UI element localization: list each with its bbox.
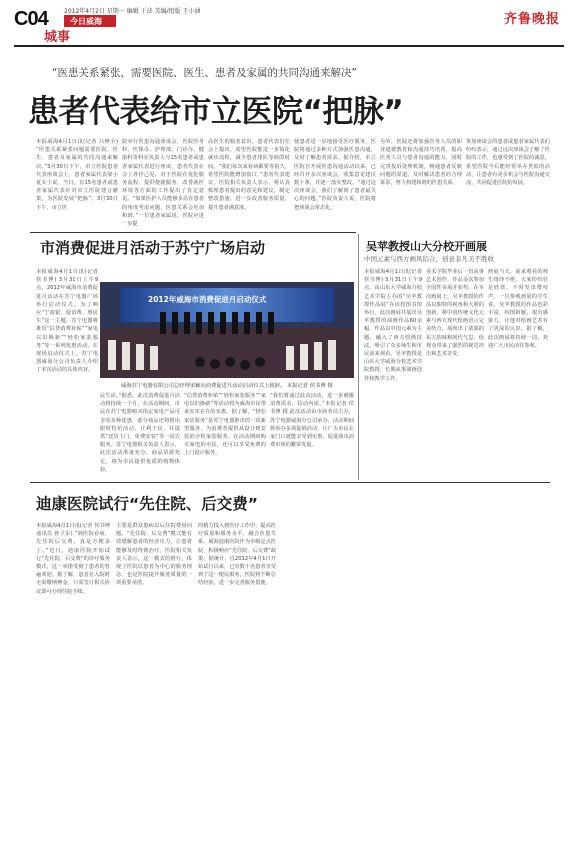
lead-col-2: 院举行医患沟通座谈会，医院医务科、医保办、护理部、门诊办、健康科等科室负责人与15名患者或患者家属代表进行座谈。患者代表在会上各抒己见，对于医院在优化服务流程、提供便捷服务、改善就医环境等方面的工作提出了肯定意见。“如果医护人员能够多站在患者的角度考虑问题，医患关系会更加和谐。”一位患者家属说，医院应进一步提 [122,139,204,228]
page-code: C04 [14,8,48,30]
lead-title: 患者代表给市立医院“把脉” [28,94,404,130]
story3-title: 吴苹教授山大分校开画展 [366,240,487,253]
story4-title: 迪康医院试行“先住院、后交费” [36,495,258,513]
story-rule-top [30,232,356,233]
story4-col-3: 的精力投入到医疗工作中，提高医疗质量和服务水平，融合医患关系。威海迪康医院作为市级定点医院，积极响应“先住院、后交费”政策，据统计，自2012年4月1日开始试行以来，已有数十名患者享受到了这一便民服务，医院将不断总结经验，进一步完善服务措施。 [198,523,276,587]
story-rule-bottom [30,482,550,483]
newspaper-logo: 齐鲁晚报 [503,12,560,27]
section-tab-label: 今日威海 [70,17,102,26]
story2-title: 市消费促进月活动于苏宁广场启动 [40,239,266,257]
story2-col-3: “信贷消费补贴”“轻松家装服务”“家电以旧换新”等活动将为威海市民带来实实在在的实惠。据了解，“轻松家装服务”是苏宁电器推出的一项新型服务，为消费者提供从设计到安装的全程家装服务，在活动期间购买家电的市民，还可以享受免费的上门设计服务。 [184,393,266,457]
photo-banner: 2012年威海市消费促进月启动仪式 [148,295,267,304]
section-tab[interactable] [64,15,116,27]
story3-col-3: 画展当天，前来观看的师生络绎不绝，大家纷纷驻足欣赏，不时发出赞叹声。一位参观画展的学生说，吴苹教授的作品色彩丰富，构图新颖，很有感染力，让他对绘画艺术有了更深的认识。据了解，此次画展将持续一周，欢迎广大市民前往参观。 [488,269,548,349]
photo-caption: 威海苏宁电器有限公司总经理宋颖向消费促进月活动启动仪式上致辞。 本报记者 侯书博 摄 [121,383,333,389]
story2-col-2: 民生活。”据悉，此次消费促进月活动将持续一个月，在活动期间，市民在苏宁电器购买指定家电产品可享受多种优惠，部分商品还将推出限时特价活动，让利于民，并提供“送货上门、免费安装”等一站式服务。苏宁电器相关负责人表示，此次活动准备充分，商品货源充足，将为市民提供优质的购物体验。 [100,393,180,473]
story4-col-1: 本报威海4月1日讯(记者 侯书博 通讯员 孙卫东) “到医院看病，先住院后交费，真是方便多了。”近日，迪康医院开始试行“先住院、后交费”的诊疗服务模式，这一举措受到了患者的普遍欢迎。据了解，患者在入院时无需缴纳押金，只需签订相关协议即可办理住院手续。 [36,523,110,595]
section-title: 城事 [44,30,71,45]
header-meta: 2012年4月2日 星期一 编辑 于法 美编/组版 王小涵 [64,8,201,15]
header-rule [14,45,564,47]
column-divider [358,234,359,480]
event-photo [100,282,354,378]
story3-subtitle: 中国元素与西方画风结合，创意非凡美不胜收 [364,255,494,263]
story4-col-2: 主要是群众患病以后住院费用问题，“先住院、后交费”模式能有效缓解患者的经济压力，让患者能够及时得到治疗。医院相关负责人表示，这一模式的推行，体现了医院以患者为中心的服务理念，也是医院提升服务质量的一项重要举措。 [116,523,192,587]
story2-col-1: 本报威海4月1日讯(记者 侯书博) 3月31日上午9点，2012年威海市消费促进月活动在苏宁电器广场举行启动仪式。为了响应“宁波银、促消费、惠民生”这一主题，苏宁电器将推出“信贷消费补贴”“家电以旧换新”“轻松家装服务”等一系列优惠活动。在现场启动仪式上，苏宁电器威海分公司负责人介绍了本次活动的具体内容。 [36,269,98,374]
lead-col-3: 高医生的服务意识。患者代表们在会上提出，希望医院能进一步简化就诊流程，减少患者排队等候的时间。“我们每次来看病都要等很久，希望医院能增加窗口。”患者代表建议。医院相关负责人表示，将认真梳理患者提出的意见和建议，制定整改措施，进一步改善服务质量，提升患者满意度。 [208,139,290,211]
lead-col-4: 使患者进一步地接受医疗服务，医院将通过多种方式加强医患沟通，及时了解患者需求。据介绍，市立医院自开展医患沟通活动以来，已经召开多次座谈会，收集意见建议数十条，并逐一落实整改。“通过这次座谈会，我们了解到了患者最关心的问题。”医院负责人说，医院将把座谈会常态化。 [294,139,376,211]
story3-col-1: 本报威海4月1日讯(记者 侯书博) 3月31日上午9点，由山东大学威海分校艺术学院主办的“吴苹教授作品展”在该校图书馆举行。此次画展共展出吴苹教授的油画作品60余幅，作品以中国元素为主题，融入了西方绘画技法，吸引了众多师生和市民前来观看。吴苹教授是山东大学威海分校艺术学院教授，长期从事油画创作和教学工作。 [364,269,422,382]
lead-col-6: 参加座谈会的患者或患者家属代表们纷纷表示，通过这次座谈会了解了医院的工作，也感受到了医院的诚意，希望医院今后能经常举办类似的活动，让患者有更多机会与医院沟通交流，共同促进医院的发展。 [466,139,550,187]
lead-subtitle: “医患关系紧张，需要医院、医生、患者及家属的共同沟通来解决” [52,67,357,79]
lead-col-5: 另外，医院还将加强医务人员的职业道德教育和沟通技巧培训，提高医务人员与患者沟通的能力，同时完善投诉处理机制，畅通患者反映问题的渠道，及时解决患者的合理诉求，努力构建和谐的医患关系。 [380,139,462,187]
story2-col-4: “我们将通过此次活动，进一步刺激消费需求，拉动内需。”本报记者 侯书博 摄 此次活动由市商务局主办，苏宁电器威海分公司承办，活动期间将举办多场促销活动，让广大市民在家门口就能享受到实惠，促进我市消费市场的繁荣发展。 [270,393,354,449]
story3-col-2: 美术学院毕业后一直从事艺术创作，作品多次参加全国性美展并获奖。在本次画展上，吴苹教授的作品以独特的视角和大胆的创新，将中国传统文化元素与西方现代绘画语言完美结合，展现出了浓郁的东方韵味和现代气息，给观众带来了强烈的视觉冲击和艺术享受。 [426,269,484,358]
lead-col-1: 本报威海4月1日讯(记者 吕修全) “医患关系紧张问题需要医院、医生、患者及家属的共同沟通来解决。”3月30日下午，市立医院患者代表座谈会上，患者家属代表梁小夏女士说。当日，有15名患者或患者家属代表针对市立医院建言献策，为医院发展“把脉”。3月30日下午，市立医 [36,139,118,211]
